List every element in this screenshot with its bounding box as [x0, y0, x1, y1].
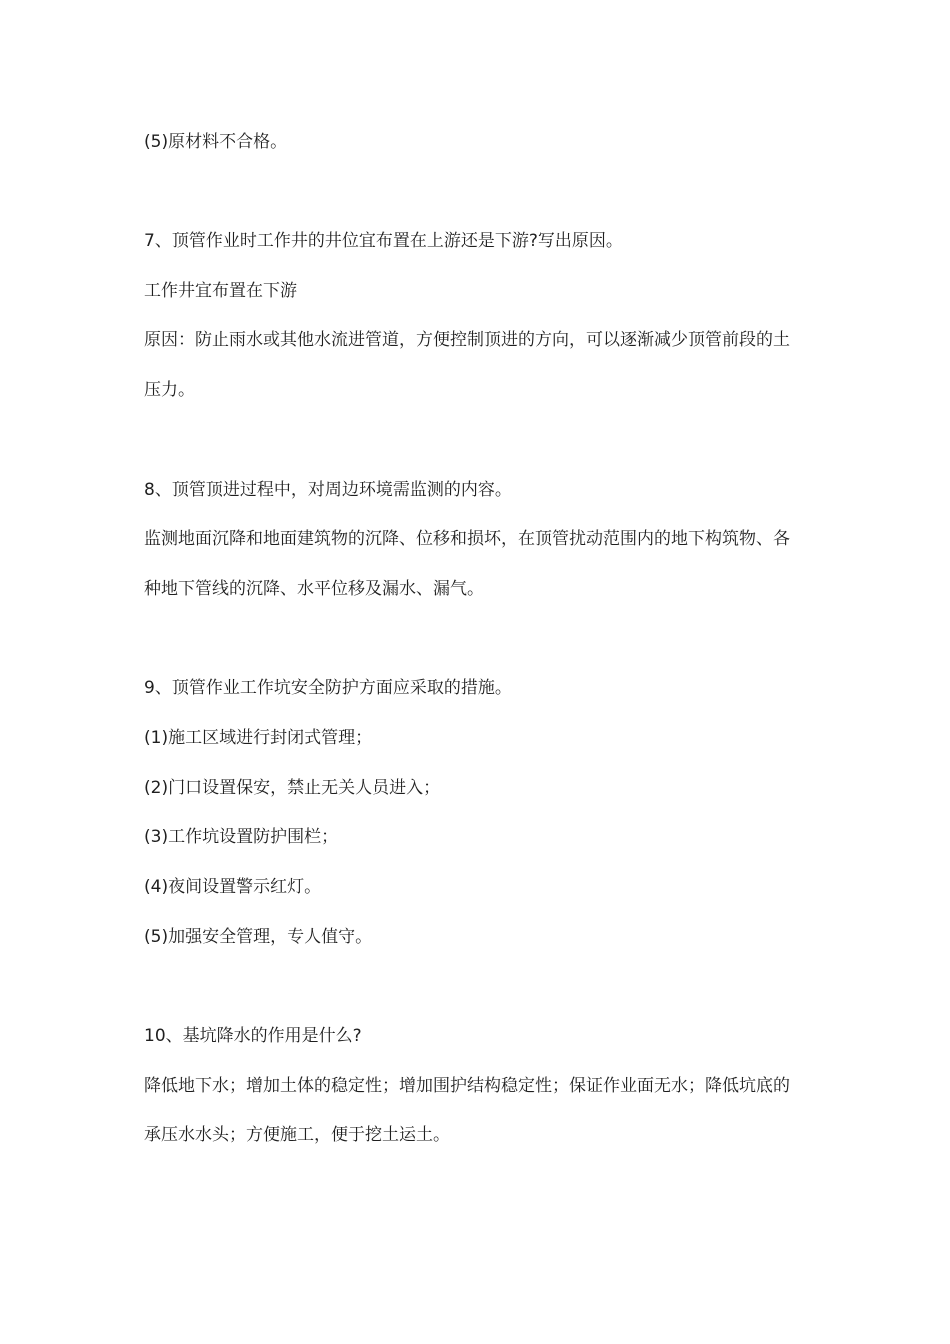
- question-7-heading: 7、顶管作业时工作井的井位宜布置在上游还是下游?写出原因。: [144, 231, 623, 251]
- question-9-heading: 9、顶管作业工作坑安全防护方面应采取的措施。: [144, 678, 512, 698]
- answer-10-line-2: 承压水水头；方便施工，便于挖土运土。: [144, 1125, 450, 1145]
- answer-9-item-5: (5)加强安全管理，专人值守。: [144, 927, 373, 947]
- answer-8-line-1: 监测地面沉降和地面建筑物的沉降、位移和损坏，在顶管扰动范围内的地下构筑物、各: [144, 529, 790, 549]
- answer-7-reason-line-1: 原因：防止雨水或其他水流进管道，方便控制顶进的方向，可以逐渐减少顶管前段的土: [144, 330, 790, 350]
- answer-8-line-2: 种地下管线的沉降、水平位移及漏水、漏气。: [144, 579, 484, 599]
- question-10-heading: 10、基坑降水的作用是什么?: [144, 1026, 362, 1046]
- answer-7-text: 工作井宜布置在下游: [144, 281, 297, 301]
- answer-9-item-3: (3)工作坑设置防护围栏；: [144, 827, 339, 847]
- answer-9-item-4: (4)夜间设置警示红灯。: [144, 877, 322, 897]
- answer-10-line-1: 降低地下水；增加土体的稳定性；增加围护结构稳定性；保证作业面无水；降低坑底的: [144, 1076, 790, 1096]
- answer-9-item-1: (1)施工区域进行封闭式管理；: [144, 728, 373, 748]
- answer-7-reason-line-2: 压力。: [144, 380, 195, 400]
- answer-9-item-2: (2)门口设置保安，禁止无关人员进入；: [144, 778, 441, 798]
- question-8-heading: 8、顶管顶进过程中，对周边环境需监测的内容。: [144, 480, 512, 500]
- list-item-material-unqualified: (5)原材料不合格。: [144, 132, 288, 152]
